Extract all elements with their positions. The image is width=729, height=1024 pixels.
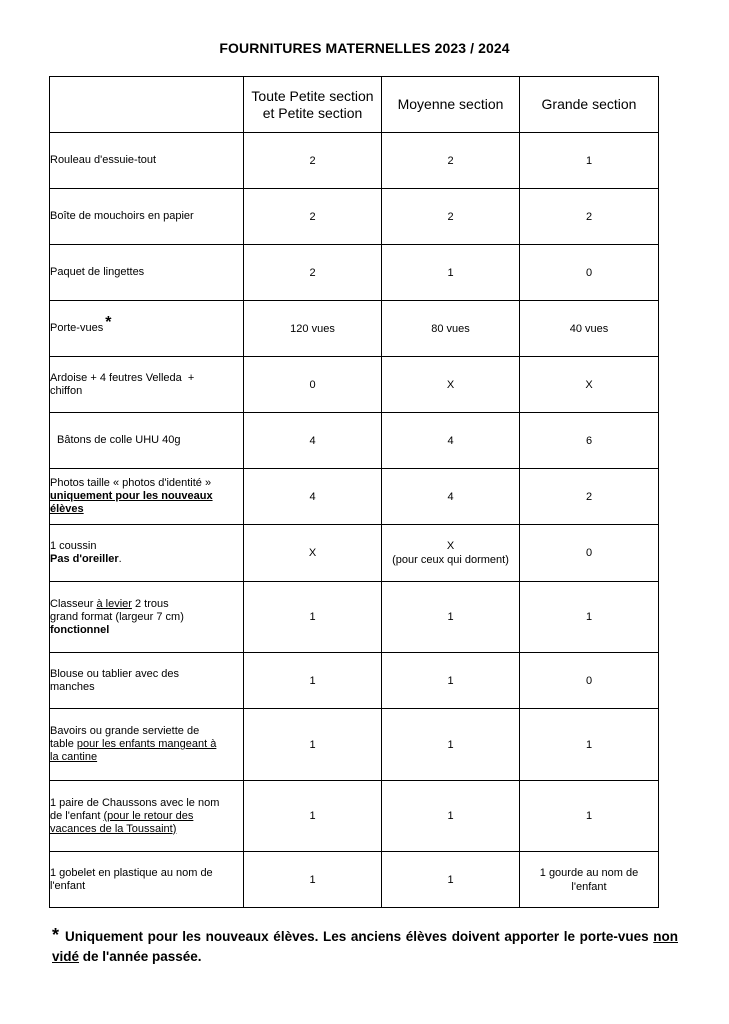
- header-grande-section: [520, 77, 659, 133]
- table-row: [50, 709, 659, 781]
- value-cell: 1: [244, 781, 382, 852]
- table-row: [50, 357, 659, 413]
- item-line: chiffon: [50, 384, 83, 397]
- value-cell: 1: [244, 653, 382, 709]
- item-line-underlined: vacances de la Toussaint): [50, 822, 177, 835]
- value-line: (pour ceux qui dorment): [392, 554, 509, 566]
- value-cell: 1: [382, 781, 520, 852]
- value-cell: 2: [244, 245, 382, 301]
- table-row: [50, 525, 659, 582]
- item-cell: [50, 781, 244, 852]
- value-cell: 1: [520, 582, 659, 653]
- value-line: l'enfant: [571, 880, 607, 893]
- value-cell: 1: [244, 709, 382, 781]
- item-cell: [50, 357, 244, 413]
- item-line: grand format (largeur 7 cm): [50, 610, 184, 623]
- footnote-underlined-text: non vidé: [52, 929, 678, 964]
- item-line: table: [50, 738, 77, 750]
- value-cell: 1: [382, 653, 520, 709]
- item-line-underlined: (pour le retour des: [103, 809, 194, 822]
- item-line: Classeur: [50, 597, 97, 610]
- table-row: [50, 245, 659, 301]
- value-cell: X: [244, 525, 382, 582]
- item-line: 1 gobelet en plastique au nom de: [50, 866, 213, 879]
- table-row: [50, 133, 659, 189]
- value-cell: 6: [520, 413, 659, 469]
- asterisk-mark: *: [105, 314, 112, 331]
- value-line: X: [446, 540, 455, 552]
- header-corner-cell: [50, 77, 244, 133]
- item-line: Blouse ou tablier avec des: [50, 667, 180, 680]
- value-cell: 0: [520, 245, 659, 301]
- item-line-suffix: .: [118, 553, 122, 565]
- item-cell: Paquet de lingettes: [50, 245, 244, 301]
- item-line-underlined: à levier: [96, 597, 132, 610]
- value-cell: 4: [382, 469, 520, 525]
- item-line-emphasis: uniquement pour les nouveaux: [50, 490, 213, 502]
- item-line: 1 paire de Chaussons avec le nom: [50, 796, 220, 809]
- table-row: [50, 582, 659, 653]
- item-cell: Rouleau d'essuie-tout: [50, 133, 244, 189]
- value-cell: 0: [244, 357, 382, 413]
- value-cell: 40 vues: [520, 301, 659, 357]
- item-cell: [50, 301, 244, 357]
- table-row: [50, 413, 659, 469]
- item-line: 1 coussin: [50, 540, 97, 552]
- item-cell: [50, 582, 244, 653]
- item-text: Porte-vues: [50, 322, 104, 334]
- value-cell: 1: [244, 582, 382, 653]
- header-line: et Petite section: [262, 104, 363, 121]
- header-line: Toute Petite section: [251, 87, 374, 104]
- page-title: FOURNITURES MATERNELLES 2023 / 2024: [219, 40, 510, 56]
- table-header-row: [50, 77, 659, 133]
- value-cell: 1: [382, 245, 520, 301]
- footnote-asterisk: *: [52, 925, 60, 945]
- item-line-emphasis: élèves: [50, 503, 84, 515]
- table-row: [50, 301, 659, 357]
- item-cell: Bâtons de colle UHU 40g: [50, 413, 244, 469]
- item-line-emphasis: Pas d'oreiller: [50, 553, 119, 565]
- item-line-underlined: la cantine: [50, 751, 98, 763]
- value-cell: 4: [244, 413, 382, 469]
- item-cell: [50, 469, 244, 525]
- value-line: 1 gourde au nom de: [539, 866, 639, 879]
- item-cell: [50, 852, 244, 908]
- value-cell: 1: [520, 133, 659, 189]
- value-cell: 2: [244, 133, 382, 189]
- table-row: [50, 469, 659, 525]
- table-row: [50, 653, 659, 709]
- value-cell: 1: [382, 582, 520, 653]
- value-cell: 0: [520, 525, 659, 582]
- value-cell: [382, 525, 520, 582]
- item-line-emphasis: fonctionnel: [50, 623, 110, 636]
- item-line: de l'enfant: [50, 809, 104, 822]
- header-line: Grande section: [541, 96, 637, 112]
- table-row: [50, 852, 659, 908]
- value-cell: 0: [520, 653, 659, 709]
- item-line: 2 trous: [131, 597, 169, 610]
- value-cell: 80 vues: [382, 301, 520, 357]
- value-cell: 4: [382, 413, 520, 469]
- value-cell: 1: [244, 852, 382, 908]
- footnote-text-end: de l'année passée.: [79, 949, 202, 964]
- item-cell: [50, 653, 244, 709]
- value-cell: 1: [382, 709, 520, 781]
- value-cell: 2: [382, 189, 520, 245]
- footnote-text: Uniquement pour les nouveaux élèves. Les anciens élèves doivent apporter le porte-vues: [65, 929, 654, 944]
- value-cell: 4: [244, 469, 382, 525]
- header-moyenne-section: [382, 77, 520, 133]
- header-line: Moyenne section: [397, 96, 504, 112]
- value-cell: X: [382, 357, 520, 413]
- item-line: l'enfant: [50, 879, 86, 892]
- value-cell: [520, 852, 659, 908]
- header-toute-petite-petite-section: [244, 77, 382, 133]
- supplies-table: [49, 76, 659, 908]
- value-cell: 1: [382, 852, 520, 908]
- item-line: Ardoise + 4 feutres Velleda +: [50, 371, 195, 384]
- footnote: [52, 927, 678, 967]
- item-line: manches: [50, 680, 95, 693]
- value-cell: 120 vues: [244, 301, 382, 357]
- value-cell: 2: [382, 133, 520, 189]
- item-cell: [50, 525, 244, 582]
- value-cell: 1: [520, 709, 659, 781]
- value-cell: X: [520, 357, 659, 413]
- table-row: [50, 189, 659, 245]
- item-line: Photos taille « photos d'identité »: [50, 477, 212, 489]
- item-cell: [50, 709, 244, 781]
- item-cell: Boîte de mouchoirs en papier: [50, 189, 244, 245]
- value-cell: 2: [520, 469, 659, 525]
- item-line: Bavoirs ou grande serviette de: [50, 725, 200, 737]
- value-cell: 2: [244, 189, 382, 245]
- item-line-underlined: pour les enfants mangeant à: [76, 738, 217, 750]
- table-row: [50, 781, 659, 852]
- value-cell: 2: [520, 189, 659, 245]
- value-cell: 1: [520, 781, 659, 852]
